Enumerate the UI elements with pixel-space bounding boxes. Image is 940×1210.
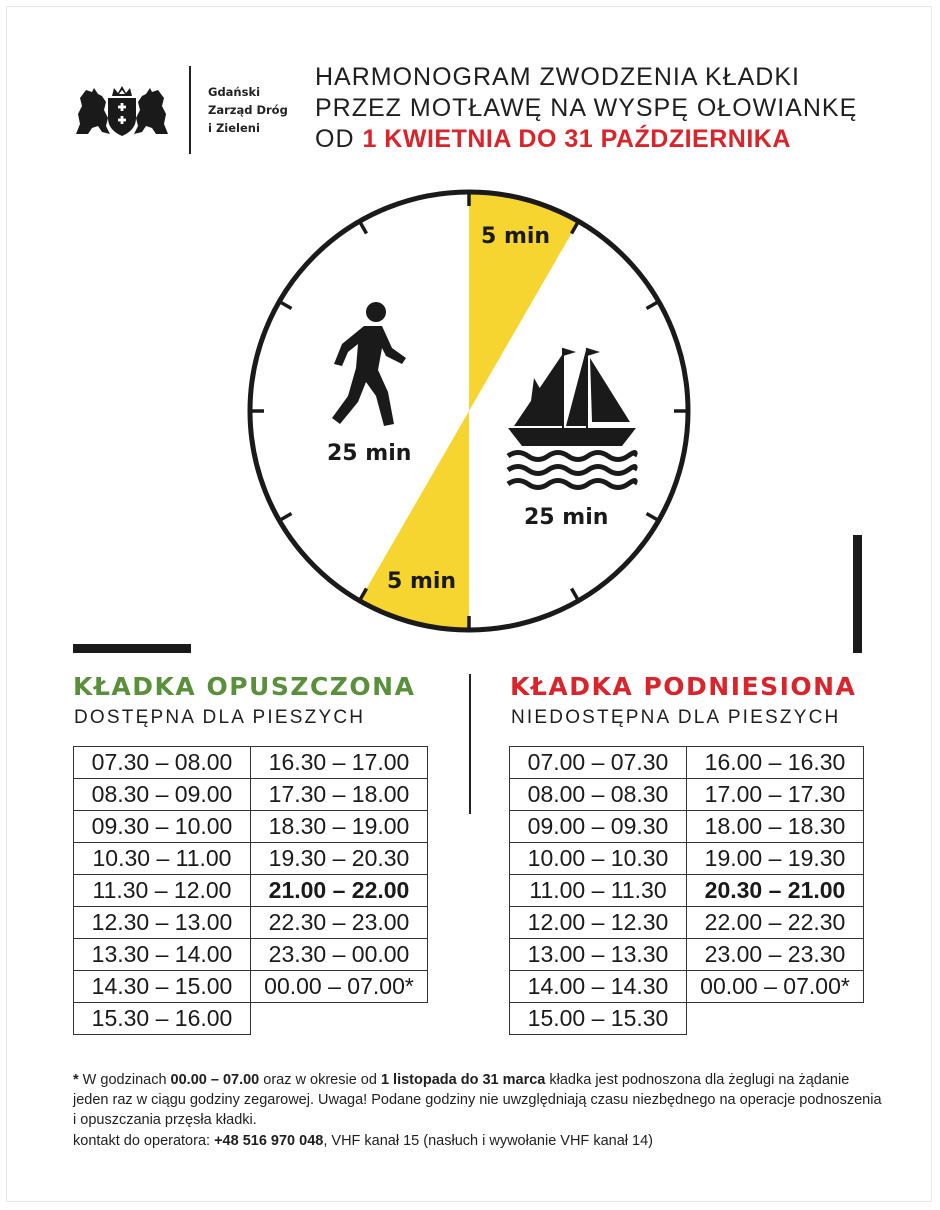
contact-prefix: kontakt do operatora: [73,1133,215,1149]
time-slot: 14.30 – 15.00 [74,971,251,1003]
time-slot-night: 00.00 – 07.00* [251,971,428,1003]
time-slot: 23.00 – 23.30 [687,939,864,971]
org-name-line: i Zieleni [208,121,260,135]
time-slot: 07.30 – 08.00 [74,747,251,779]
organization-name [208,83,288,137]
time-slot: 11.30 – 12.00 [74,875,251,907]
footnote [73,1070,883,1130]
lowered-section-subtitle: DOSTĘPNA DLA PIESZYCH [74,707,366,728]
time-slot-highlighted: 20.30 – 21.00 [687,875,864,907]
time-slot: 15.00 – 15.30 [510,1003,687,1035]
time-slot: 08.30 – 09.00 [74,779,251,811]
time-slot: 17.00 – 17.30 [687,779,864,811]
time-slot: 16.30 – 17.00 [251,747,428,779]
time-slot-night: 00.00 – 07.00* [687,971,864,1003]
raised-section-title: KŁADKA PODNIESIONA [510,672,857,701]
time-slot: 09.30 – 10.00 [74,811,251,843]
time-slot: 19.00 – 19.30 [687,843,864,875]
time-slot: 18.30 – 19.00 [251,811,428,843]
title-line-1: HARMONOGRAM ZWODZENIA KŁADKI [315,63,800,91]
gdansk-coat-of-arms-logo [72,84,172,138]
time-slot: 19.30 – 20.30 [251,843,428,875]
footnote-text: kładka jest podnoszona dla żeglugi na żądanie jeden raz w ciągu godziny zegarowej. Uwaga! Podane godziny nie uwzględniają czasu niezbędnego na operacje podnoszenia i opuszczania przęsła kładki. [73,1072,882,1128]
pedestrian-duration: 25 min [327,441,412,466]
season-dates: 1 KWIETNIA DO 31 PAŹDZIERNIKA [362,125,791,153]
time-slot: 07.00 – 07.30 [510,747,687,779]
empty-cell [687,1003,864,1035]
time-slot: 11.00 – 11.30 [510,875,687,907]
waves-icon [508,453,635,488]
lowered-section-title: KŁADKA OPUSZCZONA [73,672,416,701]
time-slot: 12.00 – 12.30 [510,907,687,939]
org-name-line: Zarząd Dróg [208,103,288,117]
raise-transition-duration: 5 min [481,224,551,249]
schedule-clock-diagram [246,188,692,634]
operator-phone: +48 516 970 048 [214,1133,324,1149]
lowered-schedule-table [73,746,428,1035]
header-divider [189,66,191,154]
time-slot-highlighted: 21.00 – 22.00 [251,875,428,907]
time-slot: 09.00 – 09.30 [510,811,687,843]
time-slot: 22.30 – 23.00 [251,907,428,939]
footnote-night-hours: 00.00 – 07.00 [170,1072,260,1088]
time-slot: 18.00 – 18.30 [687,811,864,843]
time-slot: 13.00 – 13.30 [510,939,687,971]
time-slot: 08.00 – 08.30 [510,779,687,811]
navigation-duration: 25 min [524,505,609,530]
footnote-text: W godzinach [78,1072,171,1088]
time-slot: 23.30 – 00.00 [251,939,428,971]
time-slot: 10.00 – 10.30 [510,843,687,875]
contact-suffix: , VHF kanał 15 (nasłuch i wywołanie VHF kanał 14) [323,1133,653,1149]
raised-schedule-table [509,746,864,1035]
title-prefix: OD [315,125,363,153]
lower-transition-duration: 5 min [387,569,457,594]
page-title [315,62,857,155]
column-divider [469,674,471,814]
decorative-bar-vertical [853,535,862,653]
footnote-off-season: 1 listopada do 31 marca [380,1072,546,1088]
time-slot: 17.30 – 18.00 [251,779,428,811]
sailing-ship-icon [508,348,636,446]
time-slot: 10.30 – 11.00 [74,843,251,875]
pedestrian-icon [332,302,406,426]
operator-contact [73,1133,653,1149]
empty-cell [251,1003,428,1035]
time-slot: 14.00 – 14.30 [510,971,687,1003]
time-slot: 22.00 – 22.30 [687,907,864,939]
title-line-3 [315,124,857,155]
time-slot: 15.30 – 16.00 [74,1003,251,1035]
title-line-2: PRZEZ MOTŁAWĘ NA WYSPĘ OŁOWIANKĘ [315,94,858,122]
raised-section-subtitle: NIEDOSTĘPNA DLA PIESZYCH [511,707,841,728]
time-slot: 16.00 – 16.30 [687,747,864,779]
time-slot: 13.30 – 14.00 [74,939,251,971]
decorative-bar-horizontal [73,644,191,653]
footnote-text: oraz w okresie od [259,1072,381,1088]
time-slot: 12.30 – 13.00 [74,907,251,939]
footnote-asterisk: * [73,1072,79,1088]
org-name-line: Gdański [208,85,261,99]
